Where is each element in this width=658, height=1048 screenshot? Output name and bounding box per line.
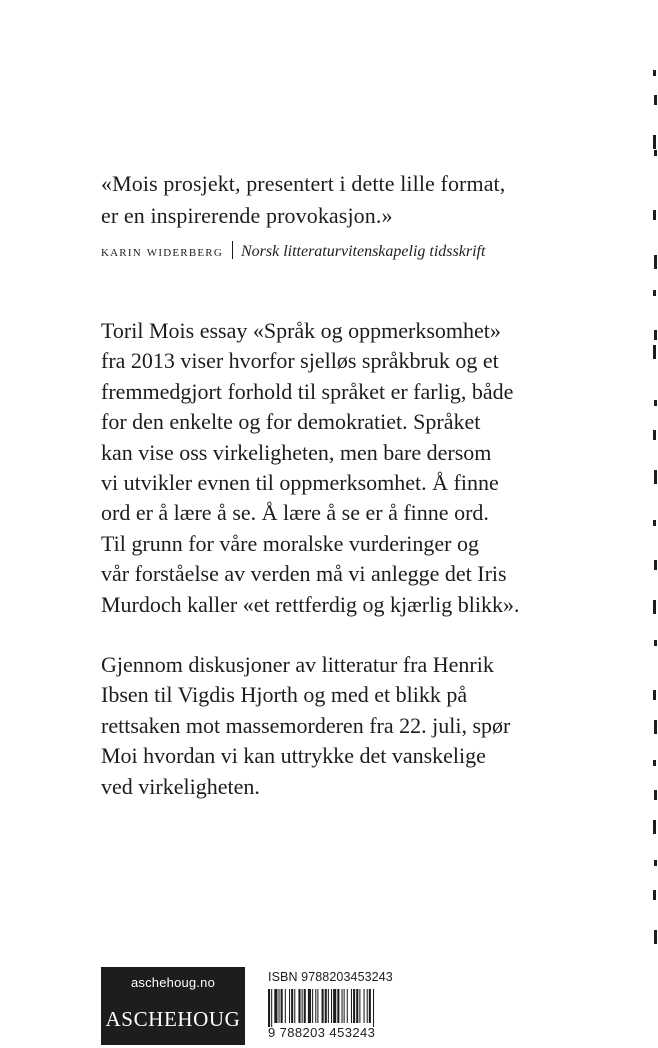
blurb-line: Murdoch kaller «et rettferdig og kjærlig blikk». xyxy=(101,591,520,617)
spine-edge xyxy=(650,0,658,1048)
blurb-line: for den enkelte og for demokratiet. Språket xyxy=(101,409,481,435)
barcode-bar xyxy=(315,989,316,1023)
spine-mark xyxy=(654,400,657,406)
barcode-bar xyxy=(367,989,368,1023)
barcode-bar xyxy=(304,989,306,1023)
barcode-bar xyxy=(364,989,365,1023)
spine-mark xyxy=(654,95,657,105)
spine-mark xyxy=(654,330,657,340)
publisher-block xyxy=(101,967,245,1045)
quote-line-1: «Mois prosjekt, presentert i dette lille format, xyxy=(101,171,506,196)
spine-mark xyxy=(653,890,656,900)
publisher-logo: ASCHEHOUG xyxy=(105,1007,241,1031)
blurb-paragraph-1 xyxy=(101,316,561,620)
barcode-bar xyxy=(342,989,343,1023)
spine-mark xyxy=(653,70,656,76)
barcode-bar xyxy=(291,989,293,1023)
spine-mark xyxy=(654,560,657,570)
spine-mark xyxy=(653,820,656,834)
spine-mark xyxy=(653,520,656,526)
spine-mark xyxy=(654,150,657,156)
blurb-line: Moi hvordan vi kan uttrykke det vanskelige xyxy=(101,743,486,769)
blurb-line: ved virkeligheten. xyxy=(101,773,260,799)
spine-mark xyxy=(653,430,656,440)
blurb-line: fra 2013 viser hvorfor sjelløs språkbruk og et xyxy=(101,348,499,374)
spine-mark xyxy=(654,860,657,866)
blurb-line: Toril Mois essay «Språk og oppmerksomhet» xyxy=(101,318,501,343)
spine-mark xyxy=(653,600,656,614)
barcode-bar xyxy=(353,989,355,1023)
blurb-line: Gjennom diskusjoner av litteratur fra Henrik xyxy=(101,652,494,678)
barcode-bar xyxy=(328,989,329,1023)
quote-line-2: er en inspirerende provokasjon.» xyxy=(101,203,393,228)
spine-mark xyxy=(653,690,656,700)
barcode-bar xyxy=(302,989,303,1023)
quote-attribution xyxy=(101,238,621,262)
barcode-bar xyxy=(369,989,371,1023)
barcode-bar xyxy=(322,989,324,1023)
review-quote xyxy=(101,168,621,262)
barcode-bar xyxy=(351,989,352,1023)
barcode-bar xyxy=(285,989,286,1023)
blurb-paragraph-2 xyxy=(101,650,561,802)
spine-mark xyxy=(654,470,657,484)
blurb-line: Ibsen til Vigdis Hjorth og med et blikk på xyxy=(101,682,468,708)
spine-mark xyxy=(654,790,657,800)
barcode-bar xyxy=(308,989,311,1023)
barcode-bar xyxy=(294,989,295,1023)
spine-mark xyxy=(653,290,656,296)
barcode-bar xyxy=(333,989,336,1023)
quote-source: Norsk litteraturvitenskapelig tidsskrift xyxy=(240,243,486,260)
spine-mark xyxy=(653,345,656,359)
blurb xyxy=(101,316,561,832)
barcode-bar xyxy=(344,989,345,1023)
barcode-bar xyxy=(347,989,348,1023)
blurb-line: vi utvikler evnen til oppmerksomhet. Å finne xyxy=(101,470,499,496)
spine-mark xyxy=(653,760,656,766)
spine-mark xyxy=(654,720,657,734)
blurb-line: Til grunn for våre moralske vurderinger og xyxy=(101,530,479,556)
barcode-bar xyxy=(271,989,272,1027)
barcode-bar xyxy=(373,989,374,1027)
blurb-line: vår forståelse av verden må vi anlegge det Iris xyxy=(101,561,507,587)
spine-mark xyxy=(654,640,657,646)
barcode-bar xyxy=(359,989,360,1023)
barcode-icon xyxy=(268,989,410,1027)
attribution-divider xyxy=(232,241,233,259)
spine-mark xyxy=(654,930,657,944)
publisher-url: aschehoug.no xyxy=(130,975,216,990)
barcode-bar xyxy=(268,989,270,1027)
barcode-bar xyxy=(331,989,332,1023)
spine-mark xyxy=(654,255,657,269)
barcode-bar xyxy=(298,989,300,1023)
barcode-bar xyxy=(312,989,313,1023)
barcode-bar xyxy=(325,989,327,1023)
blurb-line: ord er å lære å se. Å lære å se er å finne ord. xyxy=(101,500,489,526)
barcode-bar xyxy=(274,989,277,1023)
blurb-line: rettsaken mot massemorderen fra 22. juli, spør xyxy=(101,712,511,738)
barcode-bar xyxy=(337,989,339,1023)
barcode-bar xyxy=(279,989,280,1023)
quote-text xyxy=(101,168,621,232)
isbn-block xyxy=(268,970,410,1044)
blurb-line: fremmedgjort forhold til språket er farlig, både xyxy=(101,378,514,404)
isbn-label: ISBN 9788203453243 xyxy=(268,970,393,984)
blurb-line: kan vise oss virkeligheten, men bare dersom xyxy=(101,439,492,465)
barcode-bar xyxy=(281,989,283,1023)
barcode-bar xyxy=(317,989,318,1023)
spine-mark xyxy=(653,135,656,149)
barcode-bar xyxy=(356,989,358,1023)
barcode-bar xyxy=(289,989,290,1023)
quote-author: karin widerberg xyxy=(101,244,223,260)
barcode-digits: 9 788203 453243 xyxy=(268,1025,376,1040)
spine-mark xyxy=(653,210,656,220)
